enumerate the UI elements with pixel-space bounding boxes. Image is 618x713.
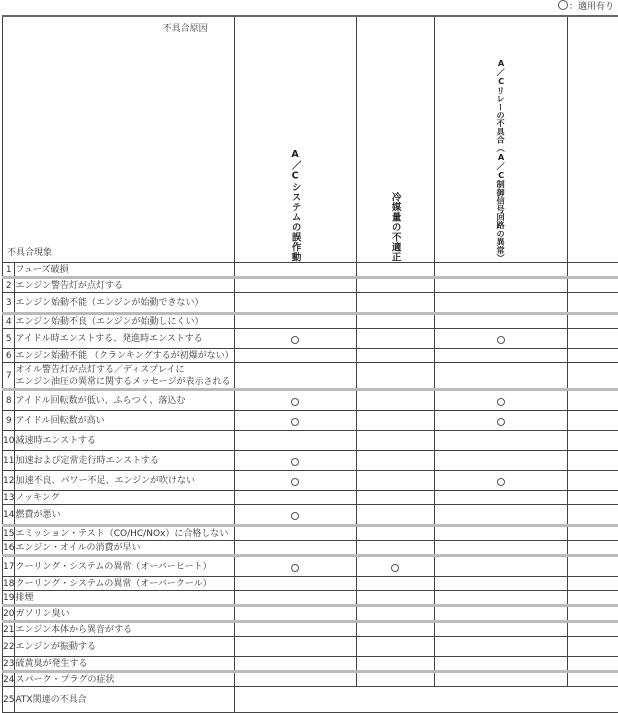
row-number: 1 bbox=[3, 263, 15, 278]
matrix-cell bbox=[567, 505, 618, 526]
row-number: 13 bbox=[3, 491, 15, 505]
symptom-text: エンジン始動不能 （クランキングするが初爆がない） bbox=[15, 349, 234, 363]
diagnosis-matrix-table bbox=[2, 15, 618, 713]
table-row bbox=[3, 390, 618, 411]
applicable-circle-icon bbox=[497, 478, 505, 486]
matrix-cell bbox=[434, 314, 567, 329]
symptom-text: エンジン本体から異音がする bbox=[15, 622, 234, 637]
matrix-cell bbox=[356, 471, 434, 491]
matrix-cell bbox=[234, 672, 356, 687]
matrix-cell bbox=[434, 293, 567, 314]
matrix-cell bbox=[567, 314, 618, 329]
symptom-text: クーリング・システムの異常（オーバークール） bbox=[15, 577, 234, 591]
matrix-cell bbox=[434, 637, 567, 657]
applicable-circle-icon bbox=[291, 398, 299, 406]
matrix-cell bbox=[434, 390, 567, 411]
symptom-axis-label: 不具合現象 bbox=[7, 245, 52, 258]
table-row bbox=[3, 577, 618, 591]
row-number: 23 bbox=[3, 657, 15, 672]
symptom-text: スパーク・プラグの症状 bbox=[15, 672, 234, 687]
corner-header bbox=[3, 16, 235, 263]
matrix-cell bbox=[434, 622, 567, 637]
table-row bbox=[3, 657, 618, 672]
table-row bbox=[3, 622, 618, 637]
symptom-text: クーリング・システムの異常（オーバーヒート） bbox=[15, 556, 234, 577]
matrix-cell bbox=[567, 278, 618, 293]
matrix-cell bbox=[567, 541, 618, 556]
matrix-cell bbox=[567, 471, 618, 491]
matrix-cell bbox=[434, 278, 567, 293]
matrix-cell bbox=[434, 411, 567, 431]
matrix-cell bbox=[234, 526, 356, 541]
table-row bbox=[3, 363, 618, 390]
row-number: 4 bbox=[3, 314, 15, 329]
cause-label: 冷媒量の不適正 bbox=[390, 192, 401, 262]
matrix-cell bbox=[234, 431, 356, 451]
matrix-cell bbox=[234, 505, 356, 526]
symptom-text: エミッション・テスト（CO/HC/NOx）に合格しない bbox=[15, 526, 234, 541]
applicable-circle-icon bbox=[497, 418, 505, 426]
row-number: 6 bbox=[3, 349, 15, 363]
matrix-cell bbox=[356, 411, 434, 431]
matrix-cell bbox=[434, 505, 567, 526]
matrix-cell bbox=[356, 349, 434, 363]
row-number: 25 bbox=[3, 687, 15, 713]
matrix-cell bbox=[234, 293, 356, 314]
symptom-text: ATX関連の不具合 bbox=[15, 687, 234, 713]
matrix-cell bbox=[567, 657, 618, 672]
row-number: 22 bbox=[3, 637, 15, 657]
row-number: 24 bbox=[3, 672, 15, 687]
table-row bbox=[3, 349, 618, 363]
symptom-text: エンジン・オイルの消費が早い bbox=[15, 541, 234, 556]
row-number: 16 bbox=[3, 541, 15, 556]
matrix-cell bbox=[434, 672, 567, 687]
matrix-cell bbox=[356, 390, 434, 411]
cause-label: A／Cリレーの不具合（A／C制御信号回路の異常） bbox=[495, 58, 506, 262]
row-number: 21 bbox=[3, 622, 15, 637]
legend-label: ：適用有り bbox=[569, 2, 614, 12]
row-number: 3 bbox=[3, 293, 15, 314]
matrix-cell bbox=[567, 329, 618, 349]
cause-axis-label: 不具合原因 bbox=[163, 21, 208, 34]
row-number: 2 bbox=[3, 278, 15, 293]
matrix-cell bbox=[567, 363, 618, 390]
matrix-cell bbox=[234, 657, 356, 672]
matrix-cell bbox=[434, 541, 567, 556]
matrix-cell bbox=[356, 657, 434, 672]
matrix-cell bbox=[567, 491, 618, 505]
symptom-text: エンジン始動不良（エンジンが始動しにくい） bbox=[15, 314, 234, 329]
table-row bbox=[3, 591, 618, 606]
matrix-cell bbox=[434, 263, 567, 278]
applicable-circle-icon bbox=[391, 564, 399, 572]
table-row bbox=[3, 314, 618, 329]
applicable-circle-icon bbox=[497, 336, 505, 344]
table-row bbox=[3, 606, 618, 622]
matrix-cell bbox=[434, 431, 567, 451]
matrix-cell bbox=[234, 349, 356, 363]
matrix-cell bbox=[356, 556, 434, 577]
symptom-text: フューズ破損 bbox=[15, 263, 234, 278]
matrix-cell bbox=[434, 591, 567, 606]
matrix-cell bbox=[567, 263, 618, 278]
symptom-text: アイドル時エンストする、発進時エンストする bbox=[15, 329, 234, 349]
matrix-cell bbox=[567, 293, 618, 314]
matrix-cell bbox=[234, 263, 356, 278]
row-number: 7 bbox=[3, 363, 15, 390]
table-row bbox=[3, 471, 618, 491]
matrix-cell bbox=[434, 471, 567, 491]
row-number: 18 bbox=[3, 577, 15, 591]
row-number: 5 bbox=[3, 329, 15, 349]
matrix-cell bbox=[567, 637, 618, 657]
symptom-text: 排煙 bbox=[15, 591, 234, 606]
symptom-text: 燃費が悪い bbox=[15, 505, 234, 526]
symptom-text: 硫黄臭が発生する bbox=[15, 657, 234, 672]
symptom-text: ノッキング bbox=[15, 491, 234, 505]
matrix-cell bbox=[234, 329, 356, 349]
matrix-cell bbox=[234, 577, 356, 591]
legend bbox=[558, 0, 614, 14]
matrix-cell bbox=[356, 431, 434, 451]
matrix-cell bbox=[434, 556, 567, 577]
table-row bbox=[3, 526, 618, 541]
table-row bbox=[3, 687, 618, 713]
symptom-text: アイドル回転数が低い、ふらつく、落込む bbox=[15, 390, 234, 411]
row-number: 20 bbox=[3, 606, 15, 622]
cause-label: A／Cシステムの誤作動 bbox=[290, 149, 301, 262]
table-row bbox=[3, 451, 618, 471]
matrix-cell bbox=[234, 471, 356, 491]
row-number: 10 bbox=[3, 431, 15, 451]
table-row bbox=[3, 278, 618, 293]
matrix-cell bbox=[567, 577, 618, 591]
matrix-cell bbox=[356, 329, 434, 349]
row-number: 19 bbox=[3, 591, 15, 606]
matrix-cell bbox=[356, 314, 434, 329]
row-number: 15 bbox=[3, 526, 15, 541]
matrix-cell bbox=[356, 637, 434, 657]
circle-icon bbox=[558, 0, 568, 10]
matrix-cell bbox=[234, 606, 356, 622]
row-number: 12 bbox=[3, 471, 15, 491]
matrix-cell bbox=[434, 363, 567, 390]
matrix-cell bbox=[234, 278, 356, 293]
table-row bbox=[3, 431, 618, 451]
matrix-cell bbox=[234, 314, 356, 329]
matrix-cell bbox=[356, 526, 434, 541]
table-row bbox=[3, 556, 618, 577]
table-row bbox=[3, 263, 618, 278]
table-row bbox=[3, 329, 618, 349]
table-row bbox=[3, 541, 618, 556]
matrix-cell bbox=[234, 556, 356, 577]
table-row bbox=[3, 505, 618, 526]
matrix-cell bbox=[356, 491, 434, 505]
symptom-text: 減速時エンストする bbox=[15, 431, 234, 451]
symptom-text: エンジンが振動する bbox=[15, 637, 234, 657]
table-row bbox=[3, 491, 618, 505]
applicable-circle-icon bbox=[291, 458, 299, 466]
matrix-cell bbox=[356, 505, 434, 526]
symptom-text: 加速および定常走行時エンストする bbox=[15, 451, 234, 471]
symptom-text: 加速不良、パワー不足、エンジンが吹けない bbox=[15, 471, 234, 491]
table-row bbox=[3, 411, 618, 431]
matrix-cell bbox=[567, 591, 618, 606]
matrix-cell bbox=[356, 622, 434, 637]
matrix-cell bbox=[567, 349, 618, 363]
matrix-cell bbox=[356, 278, 434, 293]
symptom-text: ガソリン臭い bbox=[15, 606, 234, 622]
cause-column-header bbox=[567, 16, 618, 263]
symptom-text: エンジン警告灯が点灯する bbox=[15, 278, 234, 293]
matrix-cell bbox=[567, 411, 618, 431]
cause-column-header bbox=[434, 16, 567, 263]
table-row bbox=[3, 672, 618, 687]
matrix-cell bbox=[356, 606, 434, 622]
matrix-cell bbox=[356, 451, 434, 471]
table-row bbox=[3, 293, 618, 314]
header-row bbox=[3, 16, 618, 263]
symptom-text: オイル警告灯が点灯する／ディスプレイに エンジン油圧の異常に関するメッセージが表示される bbox=[15, 363, 234, 390]
matrix-cell bbox=[356, 591, 434, 606]
matrix-cell bbox=[567, 622, 618, 637]
matrix-cell bbox=[234, 541, 356, 556]
matrix-cell bbox=[234, 411, 356, 431]
table-row bbox=[3, 637, 618, 657]
matrix-cell bbox=[434, 451, 567, 471]
matrix-cell bbox=[234, 451, 356, 471]
matrix-cell bbox=[567, 606, 618, 622]
applicable-circle-icon bbox=[291, 512, 299, 520]
row-number: 17 bbox=[3, 556, 15, 577]
matrix-cell bbox=[356, 672, 434, 687]
matrix-cell bbox=[434, 491, 567, 505]
matrix-cell bbox=[434, 657, 567, 672]
row-number: 11 bbox=[3, 451, 15, 471]
symptom-text: エンジン始動不能（エンジンが始動できない） bbox=[15, 293, 234, 314]
row-number: 14 bbox=[3, 505, 15, 526]
matrix-cell bbox=[567, 451, 618, 471]
cause-column-header bbox=[234, 16, 356, 263]
row-number: 9 bbox=[3, 411, 15, 431]
matrix-cell bbox=[356, 577, 434, 591]
matrix-cell bbox=[234, 637, 356, 657]
applicable-circle-icon bbox=[291, 564, 299, 572]
matrix-cell bbox=[434, 606, 567, 622]
table-body bbox=[3, 263, 618, 713]
symptom-text: アイドル回転数が高い bbox=[15, 411, 234, 431]
matrix-cell bbox=[356, 363, 434, 390]
matrix-cell bbox=[567, 672, 618, 687]
matrix-cell bbox=[434, 329, 567, 349]
matrix-cell bbox=[434, 577, 567, 591]
applicable-circle-icon bbox=[291, 478, 299, 486]
matrix-cell bbox=[567, 431, 618, 451]
matrix-cell bbox=[234, 591, 356, 606]
matrix-cell bbox=[567, 556, 618, 577]
matrix-cell bbox=[356, 263, 434, 278]
matrix-cell bbox=[234, 622, 356, 637]
matrix-cell bbox=[356, 541, 434, 556]
matrix-cell bbox=[567, 526, 618, 541]
matrix-cell bbox=[234, 363, 356, 390]
matrix-cell bbox=[434, 526, 567, 541]
row-number: 8 bbox=[3, 390, 15, 411]
cause-column-header bbox=[356, 16, 434, 263]
matrix-cell bbox=[234, 491, 356, 505]
applicable-circle-icon bbox=[497, 398, 505, 406]
matrix-cell bbox=[234, 390, 356, 411]
matrix-cell bbox=[567, 390, 618, 411]
applicable-circle-icon bbox=[291, 336, 299, 344]
matrix-cell bbox=[434, 349, 567, 363]
matrix-cell bbox=[356, 293, 434, 314]
applicable-circle-icon bbox=[291, 418, 299, 426]
reference-note bbox=[234, 687, 618, 713]
